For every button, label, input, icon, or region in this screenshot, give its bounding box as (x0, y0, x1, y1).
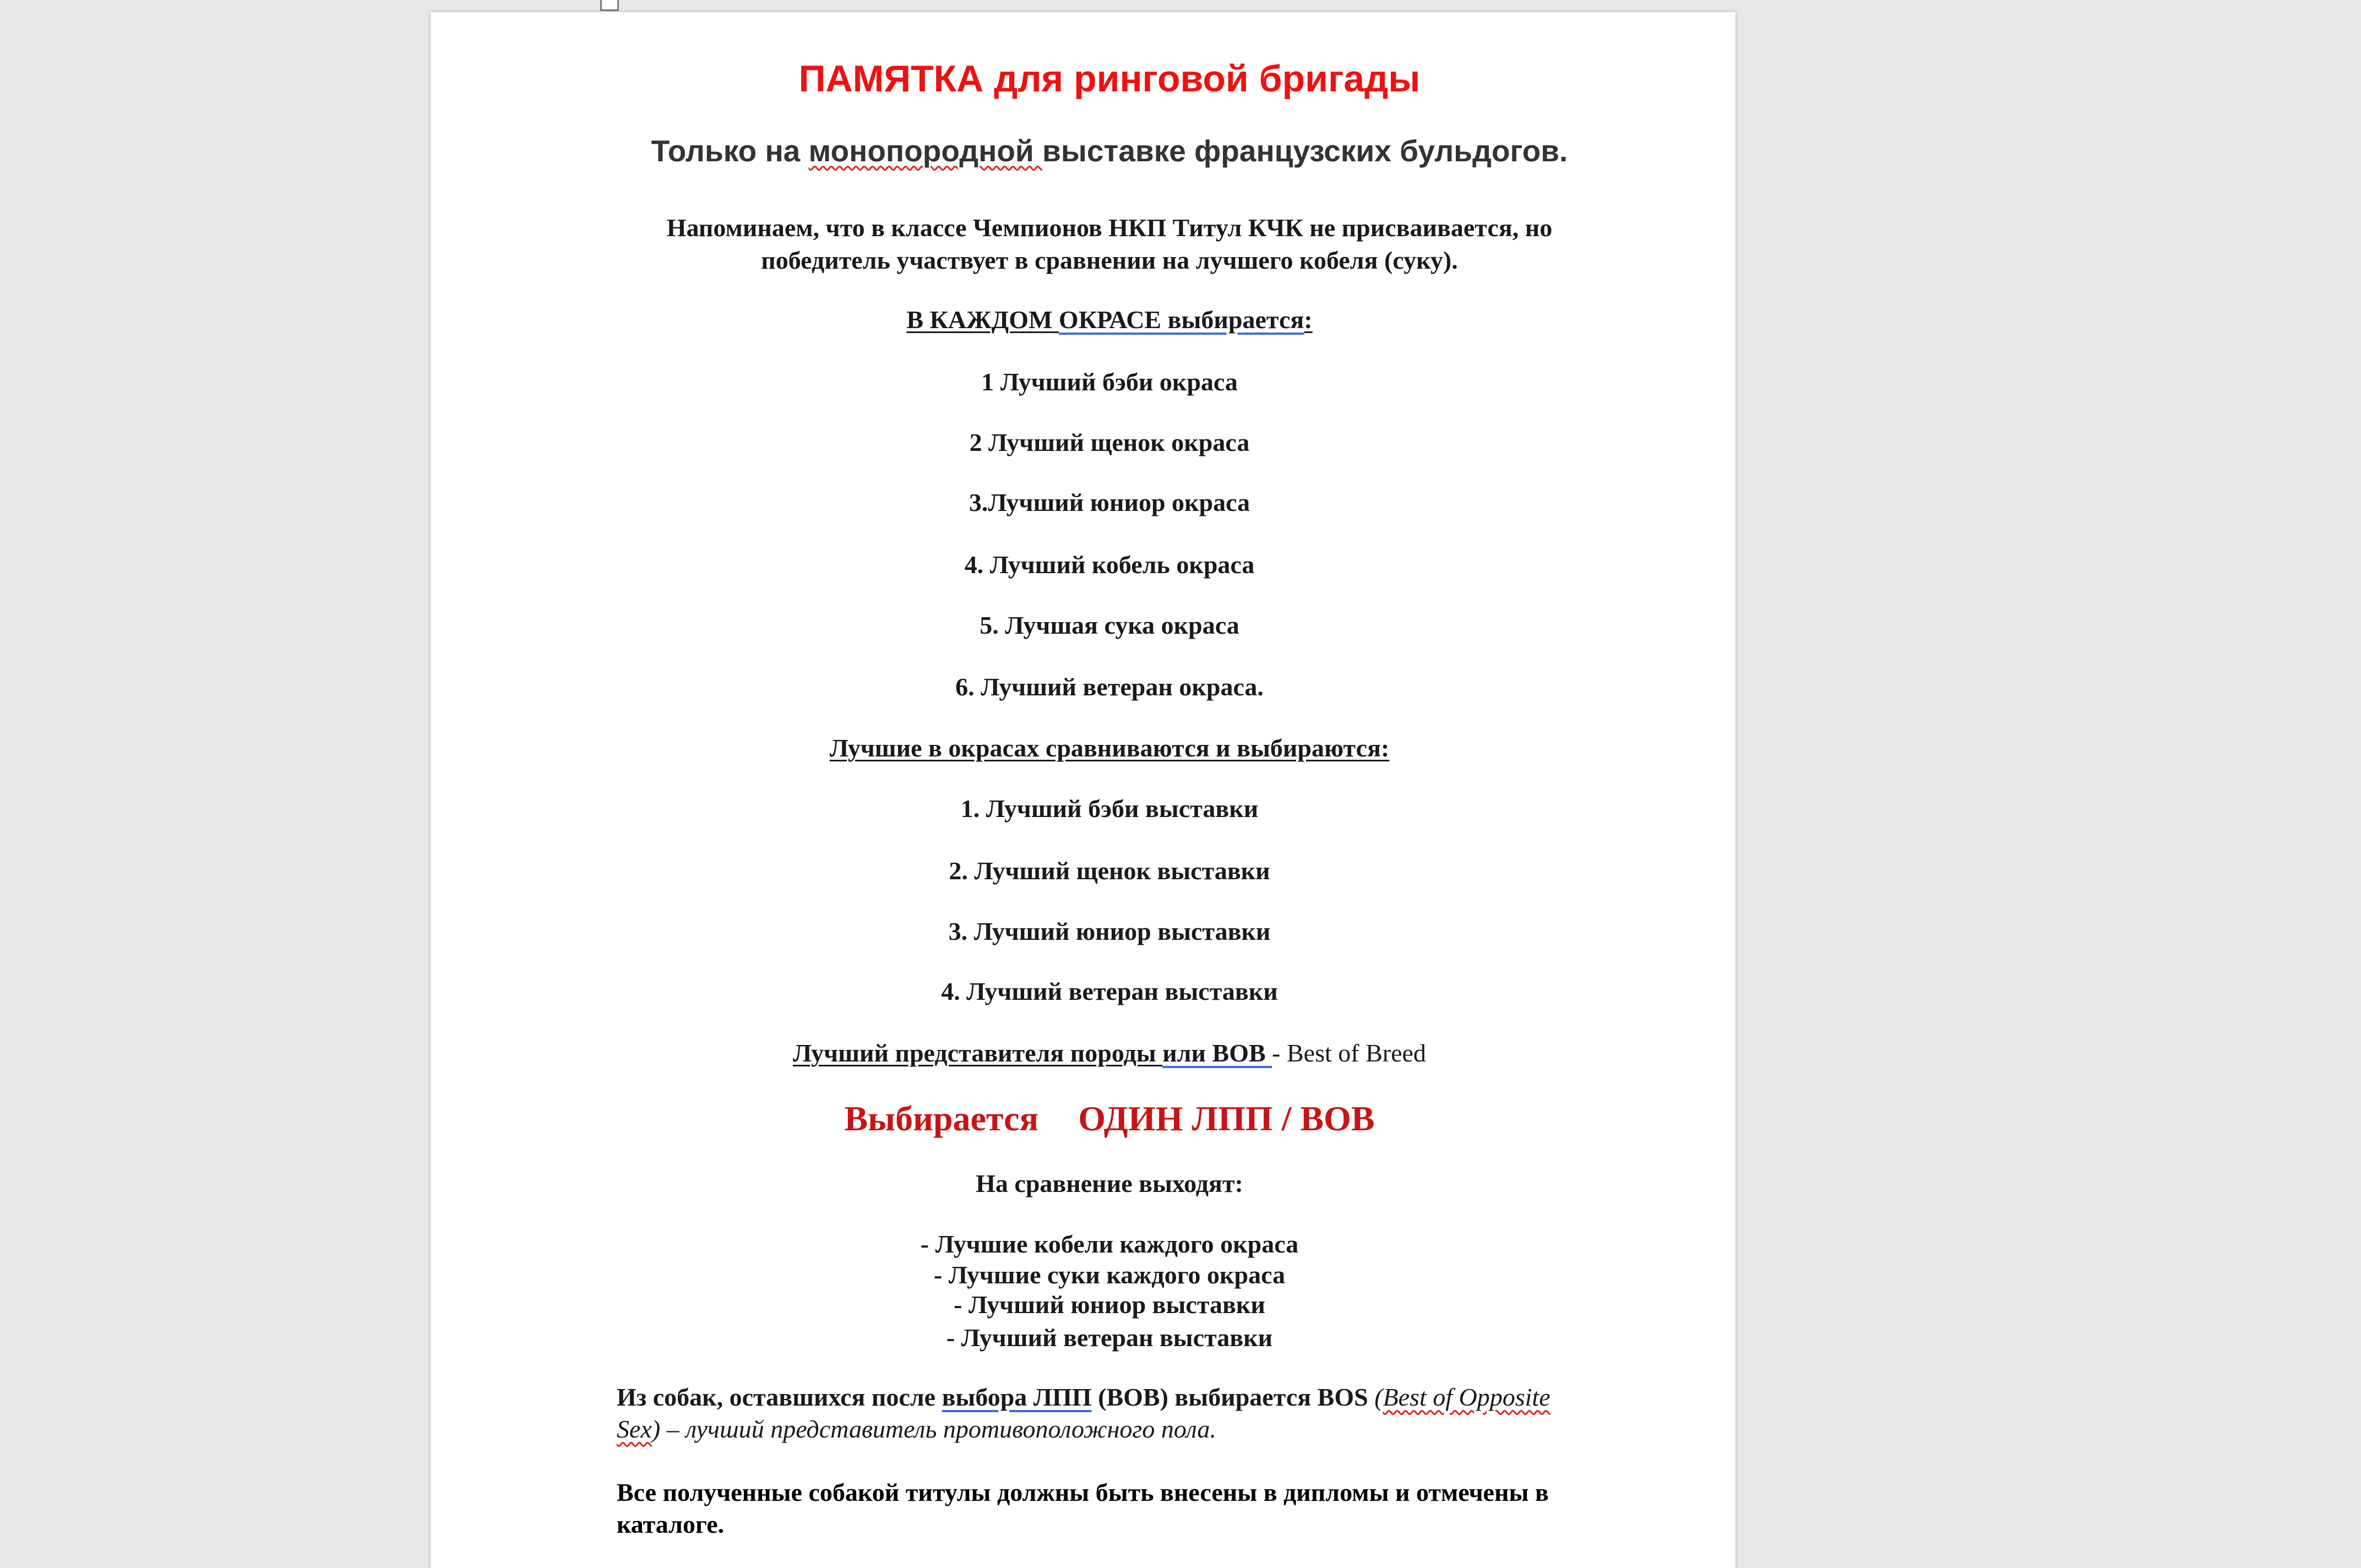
subtitle-text-after: выставке французских бульдогов. (1042, 134, 1568, 168)
bos-paragraph (617, 1381, 1602, 1445)
bob-selected-line (617, 1098, 1602, 1139)
document-subtitle (617, 133, 1602, 168)
show-item-2: 2. Лучший щенок выставки (949, 857, 1270, 885)
color-item-4: 4. Лучший кобель окраса (964, 551, 1255, 579)
bos-part6-misspelled[interactable]: Sex (617, 1415, 652, 1443)
color-heading-part3: : (1304, 306, 1313, 334)
bos-part7: ) – лучший представитель противоположного пола. (651, 1415, 1216, 1443)
bob-section-heading (617, 1038, 1602, 1068)
color-item-2: 2 Лучший щенок окраса (969, 428, 1250, 456)
color-item-6: 6. Лучший ветеран окраса. (955, 673, 1264, 701)
show-heading-text: Лучшие в окрасах сравниваются и выбираются: (829, 734, 1390, 762)
bob-compare-heading: На сравнение выходят: (976, 1169, 1243, 1197)
show-item-3: 3. Лучший юниор выставки (948, 917, 1271, 945)
bos-part1: Из собак, оставшихся после (617, 1383, 942, 1411)
color-item-3: 3.Лучший юниор окраса (969, 488, 1250, 516)
bob-heading-part3: - Best of Breed (1272, 1039, 1426, 1067)
bob-selected-label: Выбирается (844, 1099, 1039, 1138)
color-section-heading (617, 305, 1602, 334)
final-note (617, 1477, 1602, 1540)
show-item-1: 1. Лучший бэби выставки (960, 794, 1259, 823)
text-boundary-mark-icon (600, 0, 619, 11)
show-section-heading (617, 733, 1602, 763)
bos-part3: (ВОВ) выбирается BOS (1091, 1383, 1375, 1411)
bos-part4: ( (1374, 1383, 1383, 1411)
bob-compare-item-3: - Лучший юниор выставки (954, 1291, 1265, 1319)
color-item-1: 1 Лучший бэби окраса (981, 368, 1238, 396)
intro-line-1: Напоминаем, что в классе Чемпионов НКП Титул КЧК не присваивается, но (666, 214, 1553, 242)
bob-selected-value: ОДИН ЛПП / ВОВ (1078, 1099, 1375, 1138)
color-heading-part2[interactable]: ОКРАСЕ выбирается (1058, 306, 1304, 334)
intro-line-2: победитель участвует в сравнении на лучшего кобеля (суку). (761, 246, 1458, 274)
bob-compare-item-2: - Лучшие суки каждого окраса (933, 1261, 1286, 1289)
bob-heading-part1: Лучший представителя породы (793, 1039, 1163, 1067)
color-item-5: 5. Лучшая сука окраса (980, 611, 1239, 639)
document-page (431, 12, 1736, 1568)
bob-compare-item-1: - Лучшие кобели каждого окраса (920, 1230, 1299, 1258)
bob-heading-part2[interactable]: или ВОВ (1162, 1039, 1272, 1067)
document-title: ПАМЯТКА для ринговой бригады (798, 58, 1421, 100)
show-item-4: 4. Лучший ветеран выставки (941, 977, 1278, 1005)
bos-part2[interactable]: выбора ЛПП (942, 1383, 1092, 1411)
subtitle-text-before: Только на (651, 134, 809, 168)
subtitle-misspelled-word[interactable]: монопородной (808, 134, 1043, 168)
final-note-line-2: каталоге. (617, 1510, 725, 1538)
bos-part5-misspelled[interactable]: Best of Opposite (1383, 1383, 1551, 1411)
bob-compare-item-4: - Лучший ветеран выставки (946, 1324, 1273, 1352)
color-heading-part1: В КАЖДОМ (906, 306, 1059, 334)
final-note-line-1: Все полученные собакой титулы должны быть внесены в дипломы и отмечены в (617, 1478, 1549, 1506)
